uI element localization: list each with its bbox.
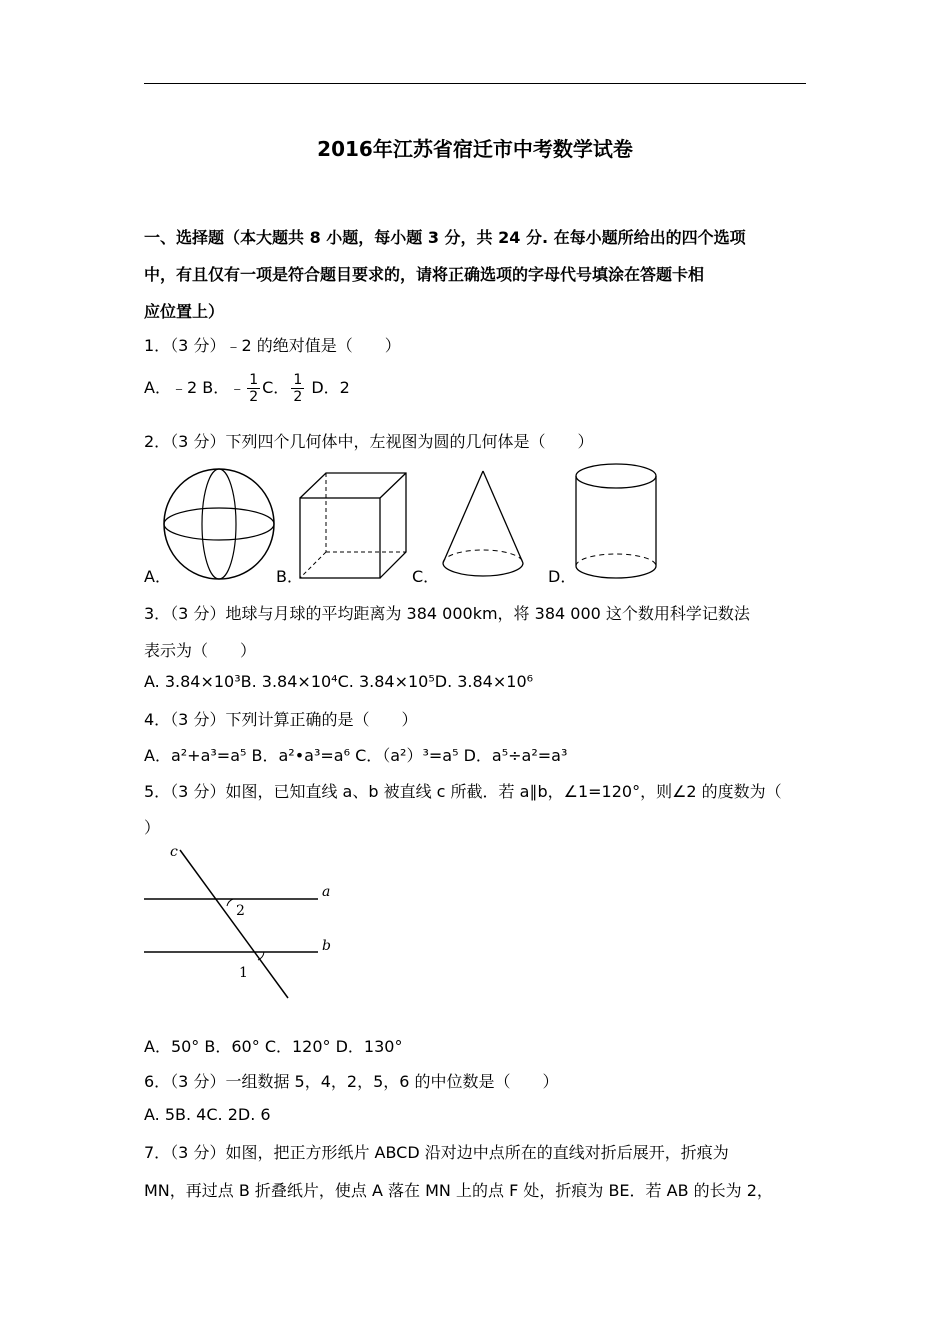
q5-stem-line-1: 5．（3 分）如图，已知直线 a、b 被直线 c 所截．若 a∥b，∠1=120°，则∠2 的度数为（ (144, 782, 782, 801)
q7-stem-line-1: 7．（3 分）如图，把正方形纸片 ABCD 沿对边中点所在的直线对折后展开，折痕为 (144, 1143, 729, 1162)
q2-label-d: D． (548, 567, 577, 586)
label-c: c (170, 844, 178, 860)
q3-options: A. 3.84×10³B. 3.84×10⁴C. 3.84×10⁵D. 3.84×10⁶ (144, 672, 534, 691)
label-a: a (322, 884, 331, 900)
q1-option-c: C． (262, 378, 290, 397)
page-title: 2016年江苏省宿迁市中考数学试卷 (317, 137, 633, 161)
q5-options: A．50° B．60° C．120° D．130° (144, 1037, 403, 1056)
label-angle-1: 1 (239, 965, 248, 981)
q2-stem: 2．（3 分）下列四个几何体中，左视图为圆的几何体是（ ） (144, 432, 594, 451)
fraction-denominator: 2 (249, 389, 259, 405)
sphere-figure (160, 466, 280, 584)
q1-option-d: D．2 (306, 378, 350, 397)
q1-fraction-b (247, 372, 260, 405)
q2-label-a: A． (144, 567, 171, 586)
label-b: b (322, 938, 331, 954)
cone-figure (438, 468, 528, 584)
cube-figure (296, 470, 412, 582)
section-heading-line-1: 一、选择题（本大题共 8 小题，每小题 3 分，共 24 分. 在每小题所给出的四个选项 (144, 228, 746, 247)
fraction-numerator: 1 (293, 372, 303, 388)
q1-option-a-b: A．﹣2 B．﹣ (144, 378, 246, 397)
q2-label-b: B． (276, 567, 303, 586)
q5-stem-line-2: ） (144, 818, 161, 837)
q7-stem-line-2: MN，再过点 B 折叠纸片，使点 A 落在 MN 上的点 F 处，折痕为 BE．若 AB 的长为 2， (144, 1181, 773, 1200)
q1-options (144, 372, 350, 405)
cylinder-figure (570, 460, 662, 584)
q2-label-c: C． (412, 567, 440, 586)
q1-stem: 1．（3 分）﹣2 的绝对值是（ ） (144, 336, 401, 355)
q6-options: A. 5B. 4C. 2D. 6 (144, 1105, 271, 1124)
q3-stem-line-2: 表示为（ ） (144, 641, 257, 660)
q4-stem: 4．（3 分）下列计算正确的是（ ） (144, 710, 418, 729)
q6-stem: 6．（3 分）一组数据 5，4，2，5，6 的中位数是（ ） (144, 1072, 559, 1091)
fraction-denominator: 2 (293, 389, 303, 405)
q3-stem-line-1: 3．（3 分）地球与月球的平均距离为 384 000km，将 384 000 这个数用科学记数法 (144, 604, 750, 623)
label-angle-2: 2 (236, 903, 245, 919)
angle-2-arc (227, 899, 233, 906)
section-heading-line-2: 中，有且仅有一项是符合题目要求的，请将正确选项的字母代号填涂在答题卡相 (144, 265, 705, 284)
line-c (180, 850, 288, 998)
section-heading-line-3: 应位置上） (144, 302, 225, 321)
q1-fraction-c (291, 372, 304, 405)
top-rule (144, 83, 806, 84)
parallel-lines-figure (140, 840, 340, 1002)
fraction-numerator: 1 (249, 372, 259, 388)
q4-options: A．a²+a³=a⁵ B．a²•a³=a⁶ C．（a²）³=a⁵ D．a⁵÷a²=a³ (144, 746, 568, 765)
